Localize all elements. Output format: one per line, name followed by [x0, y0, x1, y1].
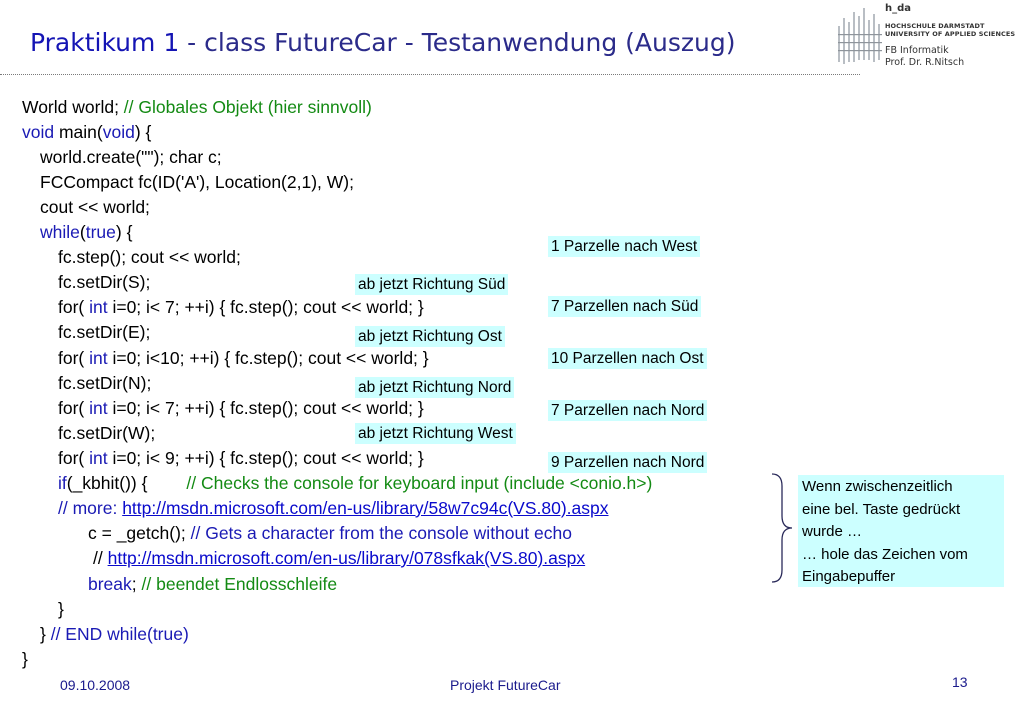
- code-line: } // END while(true): [40, 624, 189, 644]
- code-line: // more: http://msdn.microsoft.com/en-us/library/58w7c94c(VS.80).aspx: [58, 498, 609, 518]
- code-line: fc.setDir(N);: [58, 373, 152, 393]
- code-line: for( int i=0; i< 7; ++i) { fc.step(); cout << world; }: [58, 398, 424, 418]
- logo-university-line1: HOCHSCHULE DARMSTADT: [885, 22, 985, 30]
- code-line: if(_kbhit()) { // Checks the console for keyboard input (include <conio.h>): [58, 473, 653, 493]
- code-line: for( int i=0; i< 7; ++i) { fc.step(); cout << world; }: [58, 297, 424, 317]
- note-direction-south: ab jetzt Richtung Süd: [355, 274, 508, 295]
- msdn-kbhit-link[interactable]: http://msdn.microsoft.com/en-us/library/58w7c94c(VS.80).aspx: [122, 498, 609, 518]
- code-line: }: [22, 649, 28, 669]
- side-note-line: wurde …: [802, 523, 863, 540]
- code-line: while(true) {: [40, 222, 133, 242]
- logo-grid-icon: [838, 8, 882, 68]
- logo-university-line2: UNIVERSITY OF APPLIED SCIENCES: [885, 30, 1016, 38]
- slide-title: [30, 28, 735, 57]
- note-west-step: 1 Parzelle nach West: [548, 236, 700, 257]
- code-line: World world; // Globales Objekt (hier sinnvoll): [22, 97, 372, 117]
- footer-date: 09.10.2008: [60, 677, 131, 693]
- logo-department: FB Informatik: [885, 45, 949, 56]
- title-prefix: Praktikum 1: [30, 28, 180, 57]
- side-note-line: Wenn zwischenzeitlich: [802, 478, 953, 495]
- note-east-steps: 10 Parzellen nach Ost: [548, 348, 707, 369]
- code-line: fc.setDir(E);: [58, 322, 151, 342]
- logo-author: Prof. Dr. R.Nitsch: [885, 57, 965, 68]
- code-line: fc.setDir(S);: [58, 272, 151, 292]
- note-north-steps-2: 9 Parzellen nach Nord: [548, 452, 707, 473]
- code-line: for( int i=0; i< 9; ++i) { fc.step(); cout << world; }: [58, 448, 424, 468]
- code-line: world.create(""); char c;: [40, 147, 222, 167]
- footer-project: Projekt FutureCar: [450, 677, 561, 693]
- msdn-getch-link[interactable]: http://msdn.microsoft.com/en-us/library/078sfkak(VS.80).aspx: [107, 548, 586, 568]
- code-line: cout << world;: [40, 197, 150, 217]
- note-south-steps: 7 Parzellen nach Süd: [548, 296, 701, 317]
- note-direction-east: ab jetzt Richtung Ost: [355, 326, 505, 347]
- title-rest: - class FutureCar - Testanwendung (Auszug): [179, 28, 736, 57]
- code-line: for( int i=0; i<10; ++i) { fc.step(); cout << world; }: [58, 348, 429, 368]
- code-line: break; // beendet Endlosschleife: [88, 574, 338, 594]
- side-note-line: … hole das Zeichen vom: [802, 545, 968, 563]
- code-line: FCCompact fc(ID('A'), Location(2,1), W);: [40, 172, 354, 192]
- side-note-line: eine bel. Taste gedrückt: [802, 500, 961, 518]
- code-line: void main(void) {: [22, 122, 152, 142]
- code-line: // http://msdn.microsoft.com/en-us/library/078sfkak(VS.80).aspx: [93, 548, 586, 568]
- code-line: fc.setDir(W);: [58, 423, 156, 443]
- code-line: }: [58, 599, 64, 619]
- title-divider: [0, 74, 860, 75]
- note-north-steps: 7 Parzellen nach Nord: [548, 400, 707, 421]
- logo-short: h_da: [885, 3, 912, 14]
- note-direction-west: ab jetzt Richtung West: [355, 423, 516, 444]
- side-note: [798, 475, 1004, 587]
- university-logo: [830, 0, 1023, 75]
- code-line: c = _getch(); // Gets a character from the console without echo: [88, 523, 572, 543]
- note-direction-north: ab jetzt Richtung Nord: [355, 377, 514, 398]
- side-note-line: Eingabepuffer: [802, 568, 896, 585]
- footer-page-number: 13: [952, 674, 968, 690]
- curly-brace-icon: [766, 472, 794, 584]
- code-line: fc.step(); cout << world;: [58, 247, 241, 267]
